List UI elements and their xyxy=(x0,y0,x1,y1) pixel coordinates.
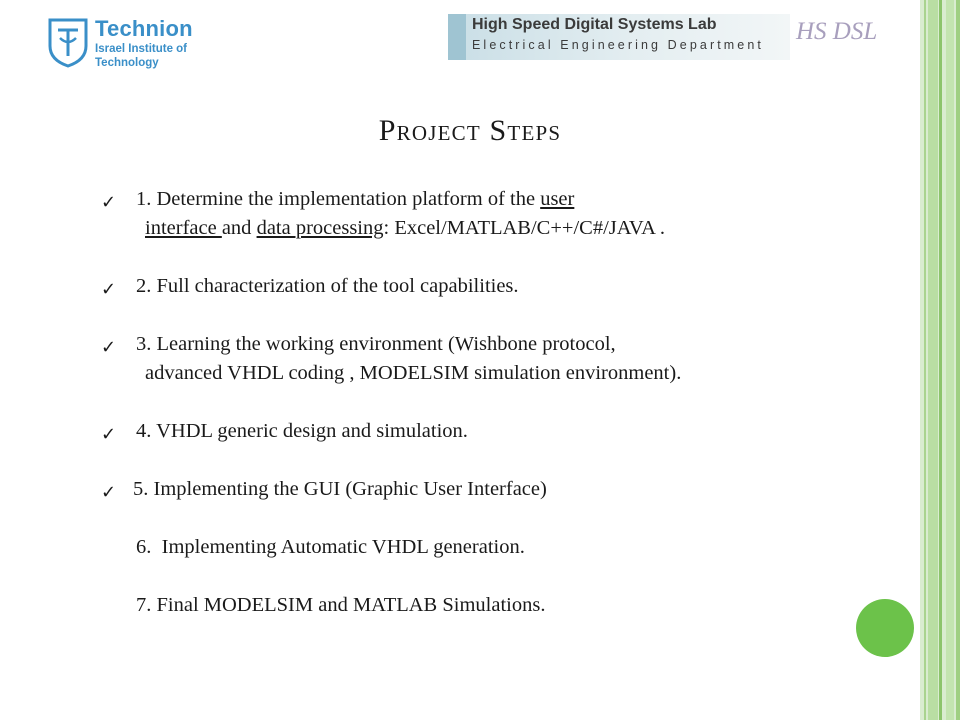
list-item: 3. Learning the working environment (Wishbone protocol, xyxy=(136,333,616,355)
checkmark-icon: ✓ xyxy=(101,279,117,300)
border-stripe xyxy=(939,0,942,720)
step-text: and xyxy=(221,217,257,239)
border-stripe xyxy=(928,0,938,720)
step-link: interface xyxy=(145,217,222,239)
technion-logo xyxy=(46,14,196,74)
list-item: 2. Full characterization of the tool capabilities. xyxy=(136,275,519,297)
border-stripe xyxy=(946,0,954,720)
list-item-continuation xyxy=(145,217,665,240)
step-link: data processing xyxy=(256,217,384,239)
technion-emblem-icon xyxy=(46,16,90,68)
lab-banner-bar xyxy=(448,14,466,60)
hsdsl-logo: HS DSL xyxy=(796,18,878,45)
list-item: 4. VHDL generic design and simulation. xyxy=(136,420,468,442)
checkmark-icon: ✓ xyxy=(101,424,117,445)
checkmark-icon: ✓ xyxy=(101,192,117,213)
border-stripe xyxy=(956,0,960,720)
list-item: 5. Implementing the GUI (Graphic User Interface) xyxy=(133,478,547,500)
border-stripe xyxy=(924,0,926,720)
slide-title: Project Steps xyxy=(378,114,562,147)
list-item: 6. Implementing Automatic VHDL generation. xyxy=(136,536,525,558)
technion-subtitle: Israel Institute of xyxy=(95,43,188,55)
technion-name: Technion xyxy=(95,16,193,41)
list-item-continuation: advanced VHDL coding , MODELSIM simulation environment). xyxy=(145,362,682,384)
department-name: Electrical Engineering Department xyxy=(472,38,764,52)
step-text: : Excel/MATLAB/C++/C#/JAVA . xyxy=(383,217,666,239)
green-circle-icon xyxy=(856,599,914,657)
checkmark-icon: ✓ xyxy=(101,482,117,503)
lab-banner xyxy=(448,12,894,64)
step-link: user xyxy=(540,188,575,210)
technion-subtitle: Technology xyxy=(95,57,159,69)
step-text: 1. Determine the implementation platform of the xyxy=(136,188,541,210)
checkmark-icon: ✓ xyxy=(101,337,117,358)
list-item xyxy=(136,188,574,211)
list-item: 7. Final MODELSIM and MATLAB Simulations. xyxy=(136,594,546,616)
lab-name: High Speed Digital Systems Lab xyxy=(472,16,717,33)
